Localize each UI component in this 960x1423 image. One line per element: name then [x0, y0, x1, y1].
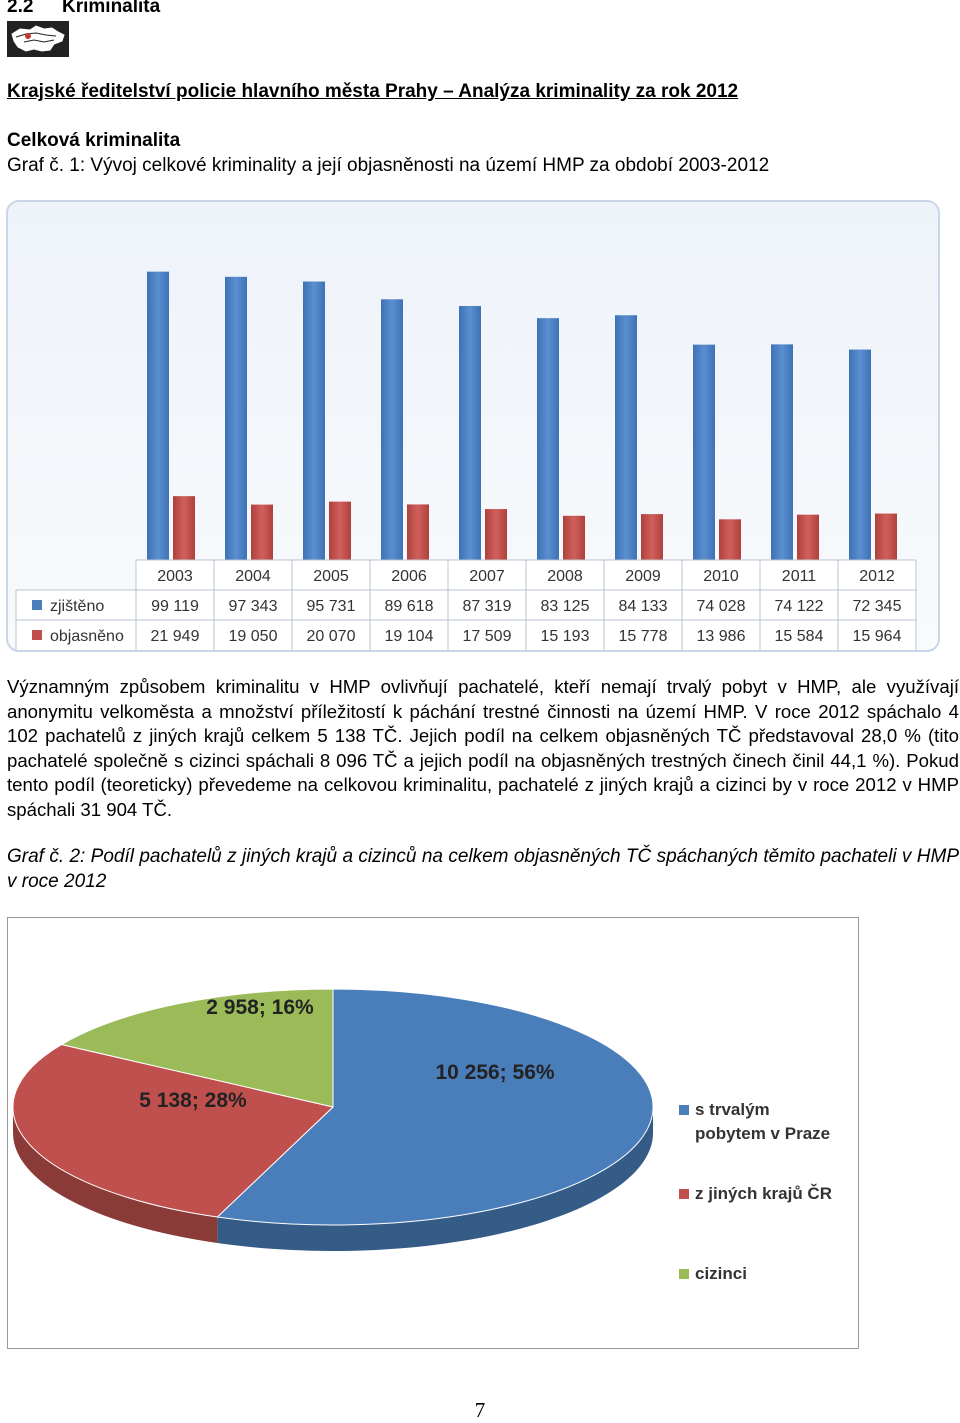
legend-label-objasněno: objasněno [50, 628, 124, 645]
tick-label-2004: 2004 [235, 568, 271, 585]
pie-data-label-z jiných krajů ČR: 5 138; 28% [139, 1089, 247, 1112]
data-label-zjištěno-2012: 72 345 [852, 598, 902, 615]
bar-zjisteno-2007 [459, 306, 481, 560]
bar-zjisteno-2012 [849, 350, 871, 560]
pie-legend-label-0-1: pobytem v Praze [695, 1124, 831, 1143]
bar-zjisteno-2011 [771, 344, 793, 560]
bar-zjisteno-2006 [381, 299, 403, 560]
bar-zjisteno-2008 [537, 318, 559, 560]
offender-share-pie-chart [7, 917, 859, 1349]
tick-label-2009: 2009 [625, 568, 661, 585]
data-label-objasněno-2010: 13 986 [696, 628, 746, 645]
tick-label-2010: 2010 [703, 568, 739, 585]
chart2-caption: Graf č. 2: Podíl pachatelů z jiných krajů a cizinců na celkem objasněných TČ spáchaných těmito pachateli v HMP v roce 2012 [7, 846, 959, 892]
data-label-zjištěno-2005: 95 731 [306, 598, 356, 615]
data-label-zjištěno-2007: 87 319 [462, 598, 512, 615]
paragraph-text: Významným způsobem kriminalitu v HMP ovlivňují pachatelé, kteří nemají trvalý pobyt v HMP, ale využívají anonymitu velkoměsta a množství příležitostí k páchání trestné činnosti na území HMP. V roce 2012 spáchalo 4 102 pachatelů z jiných krajů celkem 5 138 TČ. Jejich podíl na celkem objasněných TČ představoval 28,0 % (tito pachatelé společně s cizinci spáchali 8 096 TČ a jejich podíl na objasněných trestných činech činil 44,1 %). Pokud tento podíl (teoreticky) převedeme na celkovou kriminalitu, pachatelé z jiných krajů a cizinci by v roce 2012 v HMP spáchali 31 904 TČ. [7, 676, 959, 820]
data-label-objasněno-2008: 15 193 [540, 628, 590, 645]
tick-label-2008: 2008 [547, 568, 583, 585]
bar-zjisteno-2005 [303, 282, 325, 560]
bar-objasneno-2011 [797, 515, 819, 560]
data-label-objasněno-2005: 20 070 [306, 628, 356, 645]
section-title: Kriminalita [62, 0, 161, 17]
bar-zjisteno-2004 [225, 277, 247, 560]
pie-data-label-s trvalým pobytem v Praze: 10 256; 56% [435, 1061, 555, 1084]
bar-objasneno-2003 [173, 496, 195, 560]
legend-swatch-zjištěno [32, 600, 42, 610]
legend-swatch-objasněno [32, 630, 42, 640]
data-label-zjištěno-2009: 84 133 [618, 598, 668, 615]
data-label-zjištěno-2008: 83 125 [540, 598, 590, 615]
pie-legend-label-2-0: cizinci [695, 1264, 747, 1283]
data-label-objasněno-2009: 15 778 [618, 628, 668, 645]
bar-objasneno-2012 [875, 514, 897, 560]
bar-objasneno-2009 [641, 514, 663, 560]
data-label-objasněno-2012: 15 964 [852, 628, 902, 645]
bar-zjisteno-2009 [615, 315, 637, 560]
pie-legend-label-1-0: z jiných krajů ČR [695, 1184, 832, 1203]
tick-label-2003: 2003 [157, 568, 193, 585]
subheading: Celková kriminalita [7, 130, 181, 151]
body-paragraph [7, 675, 959, 823]
legend-label-zjištěno: zjištěno [50, 598, 105, 615]
czech-map-icon [6, 20, 70, 58]
data-label-objasněno-2004: 19 050 [228, 628, 278, 645]
bar-objasneno-2005 [329, 502, 351, 560]
tick-label-2007: 2007 [469, 568, 505, 585]
page-number: 7 [474, 1398, 486, 1422]
data-label-zjištěno-2010: 74 028 [696, 598, 746, 615]
data-label-zjištěno-2003: 99 119 [151, 598, 199, 615]
pie-legend-swatch-0 [679, 1105, 689, 1115]
bar-objasneno-2004 [251, 505, 273, 560]
bar-objasneno-2010 [719, 519, 741, 560]
data-label-objasněno-2011: 15 584 [774, 628, 824, 645]
data-label-zjištěno-2006: 89 618 [384, 598, 434, 615]
bar-zjisteno-2003 [147, 272, 169, 560]
bar-objasneno-2007 [485, 509, 507, 560]
bar-objasneno-2006 [407, 504, 429, 560]
section-number: 2.2 [7, 0, 34, 17]
chart1-caption: Graf č. 1: Vývoj celkové kriminality a její objasněnosti na území HMP za období 2003-2012 [7, 155, 770, 176]
pie-legend-swatch-1 [679, 1189, 689, 1199]
tick-label-2011: 2011 [781, 568, 817, 585]
data-label-zjištěno-2011: 74 122 [774, 598, 824, 615]
report-title: Krajské ředitelství policie hlavního města Prahy – Analýza kriminality za rok 2012 [7, 81, 739, 102]
bar-zjisteno-2010 [693, 345, 715, 560]
bar-objasneno-2008 [563, 516, 585, 560]
pie-data-label-cizinci: 2 958; 16% [206, 996, 314, 1019]
tick-label-2012: 2012 [859, 568, 895, 585]
data-label-zjištěno-2004: 97 343 [228, 598, 278, 615]
tick-label-2005: 2005 [313, 568, 349, 585]
tick-label-2006: 2006 [391, 568, 427, 585]
pie-legend-swatch-2 [679, 1269, 689, 1279]
crime-trend-bar-chart [6, 200, 940, 652]
pie-legend-label-0-0: s trvalým [695, 1100, 770, 1119]
data-label-objasněno-2006: 19 104 [384, 628, 434, 645]
data-label-objasněno-2007: 17 509 [462, 628, 512, 645]
data-label-objasněno-2003: 21 949 [150, 628, 200, 645]
